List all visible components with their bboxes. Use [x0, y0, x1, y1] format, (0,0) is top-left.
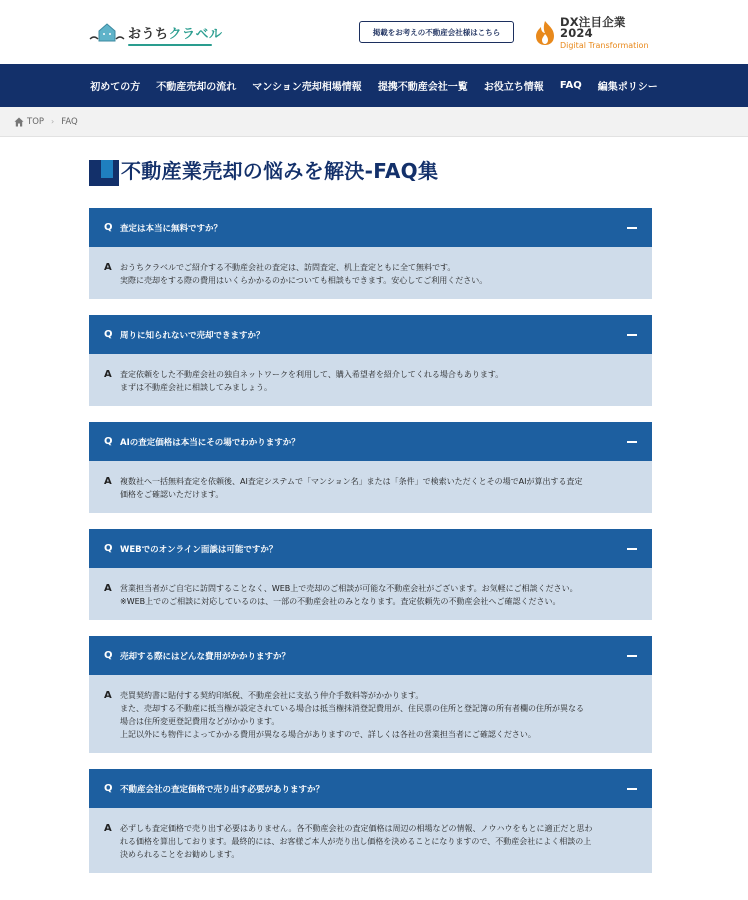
faq-question-text: WEBでのオンライン面談は可能ですか？	[120, 544, 278, 555]
breadcrumb-separator: ›	[51, 117, 55, 126]
title-square-icon	[89, 160, 113, 178]
faq-answer	[89, 247, 652, 299]
nav-item-partner-companies[interactable]: 提携不動産会社一覧	[377, 82, 468, 93]
faq-answer-text: おうちクラベルでご紹介する不動産会社の査定は、訪問査定、机上査定ともに全て無料です。 実際に売却をする際の費用はいくらかかるのかについても相談もできます。安心してご利用ください。	[120, 263, 488, 285]
page-title-block	[89, 154, 438, 184]
faq-question-text: 売却する際にはどんな費用がかかりますか？	[120, 651, 291, 662]
faq-item	[89, 315, 652, 406]
site-logo[interactable]	[88, 18, 223, 46]
faq-answer	[89, 675, 652, 753]
faq-answer	[89, 354, 652, 406]
question-marker: Q	[104, 650, 113, 661]
breadcrumb	[0, 107, 748, 137]
nav-item-first-time[interactable]: 初めての方	[90, 82, 141, 93]
faq-item	[89, 422, 652, 513]
faq-answer	[89, 461, 652, 513]
faq-question-text: 不動産会社の査定価格で売り出す必要がありますか？	[120, 784, 325, 795]
logo-underline	[128, 44, 212, 46]
question-marker: Q	[104, 543, 113, 554]
answer-marker: A	[104, 583, 112, 594]
dx-badge	[534, 14, 656, 50]
nav-item-sale-flow[interactable]: 不動産売却の流れ	[156, 82, 237, 93]
faq-question-toggle[interactable]	[89, 208, 652, 247]
answer-marker: A	[104, 823, 112, 834]
site-header	[0, 0, 748, 64]
faq-answer	[89, 568, 652, 620]
nav-item-useful-info[interactable]: お役立ち情報	[483, 82, 544, 93]
dx-flame-icon	[534, 20, 556, 46]
faq-item	[89, 208, 652, 299]
faq-question-text: AIの査定価格は本当にその場でわかりますか？	[120, 437, 300, 448]
faq-answer-text: 営業担当者がご自宅に訪問することなく、WEB上で売却のご相談が可能な不動産会社がございます。お気軽にご相談ください。 ※WEB上でのご相談に対応しているのは、一部の不動産会社のみとなります。査定依頼先の不動産会社へご確認ください。	[120, 584, 578, 606]
faq-question-toggle[interactable]	[89, 769, 652, 808]
nav-item-mansion-market[interactable]: マンション売却相場情報	[252, 82, 362, 93]
breadcrumb-current: FAQ	[61, 116, 78, 127]
question-marker: Q	[104, 222, 113, 233]
advertiser-cta-button[interactable]: 掲載をお考えの不動産会社様はこちら	[359, 21, 514, 43]
question-marker: Q	[104, 783, 113, 794]
collapse-minus-icon[interactable]	[627, 788, 637, 790]
answer-marker: A	[104, 690, 112, 701]
nav-item-faq[interactable]: FAQ	[559, 80, 582, 91]
faq-item	[89, 769, 652, 873]
question-marker: Q	[104, 329, 113, 340]
main-nav	[0, 64, 748, 107]
answer-marker: A	[104, 476, 112, 487]
collapse-minus-icon[interactable]	[627, 441, 637, 443]
home-icon	[14, 117, 24, 127]
logo-text-accent: クラベル	[168, 26, 223, 42]
logo-text-main: おうち	[128, 26, 169, 42]
collapse-minus-icon[interactable]	[627, 227, 637, 229]
dx-title: DX注目企業2024	[560, 14, 626, 40]
faq-question-toggle[interactable]	[89, 422, 652, 461]
collapse-minus-icon[interactable]	[627, 334, 637, 336]
faq-answer-text: 必ずしも査定価格で売り出す必要はありません。各不動産会社の査定価格は周辺の相場などの情報、ノウハウをもとに適正だと思わ れる価格を算出しております。最終的には、お客様ご本人が売り出し価格を決めることになりますので、不動産会社によく相談の上 決められることをお勧めします。	[120, 824, 593, 859]
breadcrumb-home-link[interactable]: TOP	[27, 116, 45, 127]
collapse-minus-icon[interactable]	[627, 548, 637, 550]
faq-question-toggle[interactable]	[89, 315, 652, 354]
answer-marker: A	[104, 369, 112, 380]
faq-item	[89, 529, 652, 620]
page-title: 不動産業売却の悩みを解決-FAQ集	[121, 158, 439, 183]
faq-answer-text: 売買契約書に貼付する契約印紙税、不動産会社に支払う仲介手数料等がかかります。 また、売却する不動産に抵当権が設定されている場合は抵当権抹消登記費用が、住民票の住所と登記簿の所有者欄の住所が異なる 場合は住所変更登記費用などがかかります。 上記以外にも物件によってかかる費用が異なる場合がありますので、詳しくは各社の営業担当者にご確認ください。	[120, 691, 584, 739]
faq-answer	[89, 808, 652, 873]
faq-question-text: 周りに知られないで売却できますか？	[120, 330, 265, 341]
nav-item-editorial-policy[interactable]: 編集ポリシー	[597, 82, 658, 93]
faq-question-text: 査定は本当に無料ですか？	[120, 223, 223, 234]
question-marker: Q	[104, 436, 113, 447]
faq-answer-text: 複数社へ一括無料査定を依頼後、AI査定システムで「マンション名」または「条件」で検索いただくとその場でAIが算出する査定 価格をご確認いただけます。	[120, 477, 583, 499]
dx-subtitle: Digital Transformation	[560, 40, 649, 50]
collapse-minus-icon[interactable]	[627, 655, 637, 657]
faq-question-toggle[interactable]	[89, 636, 652, 675]
faq-item	[89, 636, 652, 753]
answer-marker: A	[104, 262, 112, 273]
house-logo-icon	[88, 19, 126, 45]
faq-question-toggle[interactable]	[89, 529, 652, 568]
faq-answer-text: 査定依頼をした不動産会社の独自ネットワークを利用して、購入希望者を紹介してくれる場合もあります。 まずは不動産会社に相談してみましょう。	[120, 370, 504, 392]
